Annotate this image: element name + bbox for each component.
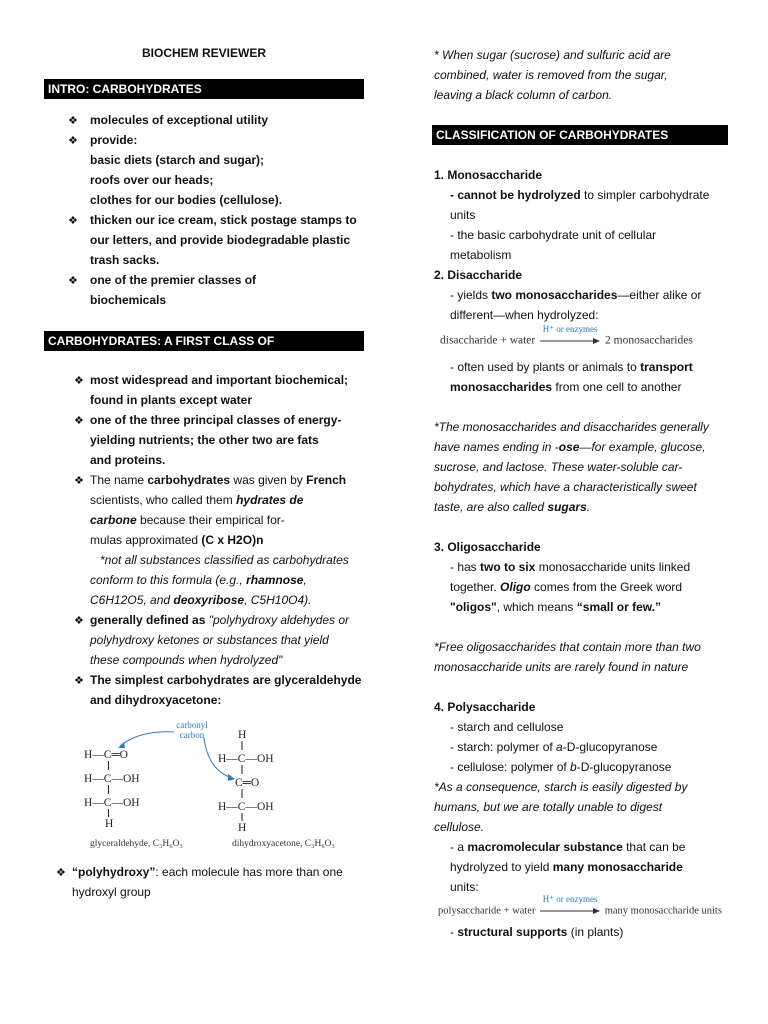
- note-line: conform to this formula (e.g., rhamnose,: [90, 573, 307, 587]
- body-line: - yields two monosaccharides—either alike or: [450, 288, 702, 302]
- body-line: together. Oligo comes from the Greek word: [450, 580, 683, 594]
- diamond-bullet-icon: ❖: [74, 615, 84, 627]
- body-line: - starch: polymer of a-D-glucopyranose: [450, 740, 658, 754]
- polysaccharide-hydrolysis-equation: polysaccharide + water H⁺ or enzymes many monosaccharide units: [438, 894, 722, 917]
- diamond-bullet-icon: ❖: [74, 375, 84, 387]
- intro-line: molecules of exceptional utility: [90, 113, 269, 127]
- heading-polysaccharide: 4. Polysaccharide: [434, 700, 536, 714]
- carbonyl-label: carbonyl: [176, 720, 208, 730]
- body-line: The name carbohydrates was given by French: [90, 473, 347, 487]
- chem-atom-label: H—C—OH: [84, 797, 140, 809]
- note-line: taste, are also called sugars.: [434, 500, 591, 514]
- intro-line: provide:: [90, 133, 138, 147]
- body-line: these compounds when hydrolyzed": [90, 653, 283, 667]
- body-line: hydrolyzed to yield many monosaccharide: [450, 860, 683, 874]
- body-line: - structural supports (in plants): [450, 925, 624, 939]
- body-line: polyhydroxy ketones or substances that yield: [90, 633, 329, 647]
- section-header-intro: INTRO: CARBOHYDRATES: [44, 79, 364, 99]
- body-line: - has two to six monosaccharide units linked: [450, 560, 691, 574]
- diamond-bullet-icon: ❖: [68, 275, 78, 287]
- intro-line: biochemicals: [90, 293, 167, 307]
- arrow-head-icon: [118, 742, 125, 748]
- disaccharide-hydrolysis-equation: disaccharide + water H⁺ or enzymes 2 monosaccharides: [440, 324, 693, 347]
- note-line: *not all substances classified as carbohydrates: [100, 553, 349, 567]
- body-line: “polyhydroxy”: each molecule has more than one: [72, 865, 343, 879]
- body-line: metabolism: [450, 248, 512, 262]
- body-line: monosaccharides from one cell to another: [450, 380, 682, 394]
- chem-atom-label: H: [238, 729, 247, 741]
- body-line: "oligos", which means “small or few.”: [450, 600, 662, 614]
- body-line: most widespread and important biochemical;: [90, 373, 349, 387]
- figure-caption-dihydroxyacetone: dihydroxyacetone, C₃H₆O₃: [232, 839, 335, 849]
- intro-line: one of the premier classes of: [90, 273, 257, 287]
- note-line: humans, but we are totally unable to digest: [434, 800, 663, 814]
- arrow-head-icon: [228, 774, 235, 781]
- body-line: one of the three principal classes of energy-: [90, 413, 342, 427]
- body-line: - cannot be hydrolyzed to simpler carbohydrate: [450, 188, 710, 202]
- body-line: units:: [450, 880, 479, 894]
- note-line: C6H12O5, and deoxyribose, C5H10O4).: [90, 593, 312, 607]
- body-line: scientists, who called them hydrates de: [90, 493, 304, 507]
- body-line: - a macromolecular substance that can be: [450, 840, 686, 854]
- diamond-bullet-icon: ❖: [68, 215, 78, 227]
- intro-line: trash sacks.: [90, 253, 160, 267]
- diamond-bullet-icon: ❖: [56, 867, 66, 879]
- intro-line: our letters, and provide biodegradable plastic: [90, 233, 351, 247]
- heading-disaccharide: 2. Disaccharide: [434, 268, 523, 282]
- note-line: *As a consequence, starch is easily digested by: [434, 780, 688, 794]
- carbonyl-label: carbon: [179, 730, 205, 740]
- note-line: monosaccharide units are rarely found in nature: [434, 660, 689, 674]
- note-line: leaving a black column of carbon.: [434, 88, 613, 102]
- body-line: and dihydroxyacetone:: [90, 693, 222, 707]
- body-line: - often used by plants or animals to transport: [450, 360, 693, 374]
- intro-line: thicken our ice cream, stick postage stamps to: [90, 213, 357, 227]
- note-line: bohydrates, which have a characteristically sweet: [434, 480, 697, 494]
- note-line: combined, water is removed from the sugar,: [434, 68, 668, 82]
- reaction-arrow-icon: H⁺ or enzymes: [538, 904, 602, 918]
- body-line: carbone because their empirical for-: [90, 513, 285, 527]
- chem-atom-label: C═O: [235, 777, 260, 789]
- heading-monosaccharide: 1. Monosaccharide: [434, 168, 543, 182]
- intro-line: basic diets (starch and sugar);: [90, 153, 265, 167]
- diamond-bullet-icon: ❖: [74, 415, 84, 427]
- page-title: BIOCHEM REVIEWER: [141, 46, 266, 60]
- body-line: found in plants except water: [90, 393, 253, 407]
- section-header-first-class: CARBOHYDRATES: A FIRST CLASS OF BIOCHEMICALS: [44, 331, 364, 351]
- note-line: cellulose.: [434, 820, 485, 834]
- chem-atom-label: H—C═O: [84, 749, 128, 761]
- carbonyl-arrow-left: [120, 732, 174, 746]
- note-line: have names ending in -ose—for example, glucose,: [434, 440, 706, 454]
- body-line: - cellulose: polymer of b-D-glucopyranose: [450, 760, 672, 774]
- body-line: units: [450, 208, 476, 222]
- note-line: * When sugar (sucrose) and sulfuric acid are: [434, 48, 671, 62]
- figure-caption-glyceraldehyde: glyceraldehyde, C₃H₆O₃: [90, 839, 183, 849]
- note-line: *Free oligosaccharides that contain more than two: [434, 640, 701, 654]
- body-line: - the basic carbohydrate unit of cellular: [450, 228, 657, 242]
- body-line: hydroxyl group: [72, 885, 151, 899]
- body-line: The simplest carbohydrates are glyceraldehyde: [90, 673, 362, 687]
- diamond-bullet-icon: ❖: [68, 115, 78, 127]
- chem-atom-label: H—C—OH: [84, 773, 140, 785]
- reaction-arrow-icon: H⁺ or enzymes: [538, 334, 602, 348]
- chem-atom-label: H: [238, 822, 247, 834]
- chem-atom-label: H—C—OH: [218, 801, 274, 813]
- body-line: yielding nutrients; the other two are fats: [90, 433, 319, 447]
- body-line: and proteins.: [90, 453, 166, 467]
- section-header-classification: CLASSIFICATION OF CARBOHYDRATES: [432, 125, 728, 145]
- diamond-bullet-icon: ❖: [68, 135, 78, 147]
- chem-atom-label: H—C—OH: [218, 753, 274, 765]
- chem-atom-label: H: [105, 818, 114, 830]
- body-line: different—when hydrolyzed:: [450, 308, 599, 322]
- intro-line: clothes for our bodies (cellulose).: [90, 193, 283, 207]
- body-line: mulas approximated (C x H2O)n: [90, 533, 264, 547]
- intro-line: roofs over our heads;: [90, 173, 214, 187]
- diamond-bullet-icon: ❖: [74, 475, 84, 487]
- heading-oligosaccharide: 3. Oligosaccharide: [434, 540, 541, 554]
- body-line: generally defined as "polyhydroxy aldehydes or: [90, 613, 350, 627]
- diamond-bullet-icon: ❖: [74, 675, 84, 687]
- note-line: sucrose, and lactose. These water-soluble car-: [434, 460, 683, 474]
- note-line: *The monosaccharides and disaccharides generally: [434, 420, 709, 434]
- body-line: - starch and cellulose: [450, 720, 564, 734]
- glyceraldehyde-dihydroxyacetone-figure: [80, 712, 380, 852]
